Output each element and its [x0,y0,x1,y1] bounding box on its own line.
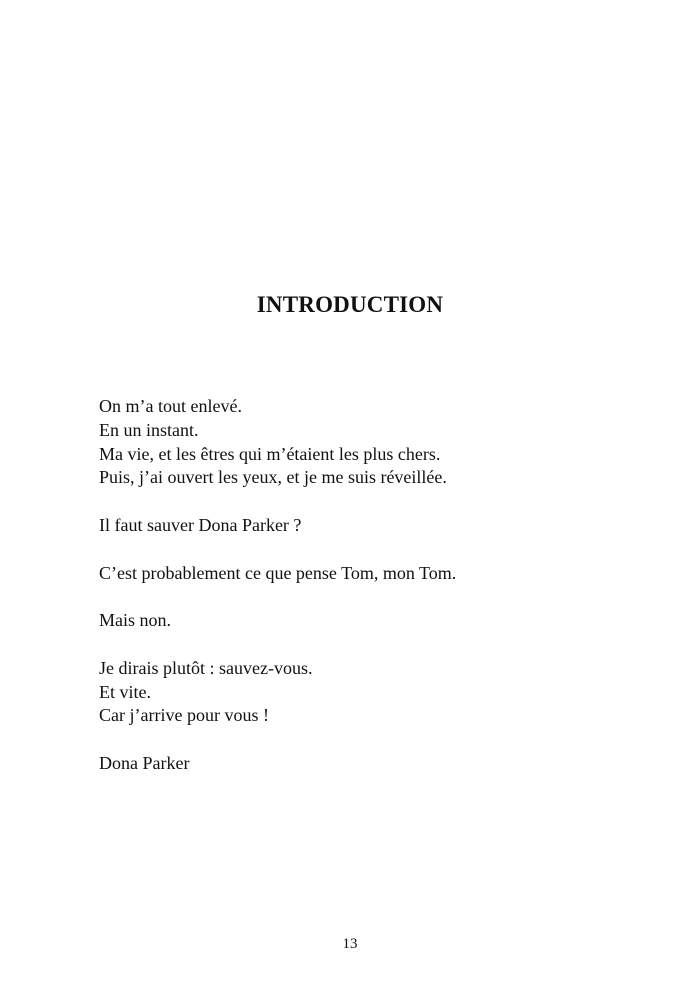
text-line: On m’a tout enlevé. [99,396,242,416]
paragraph-gap [99,728,456,752]
paragraph-gap [99,538,456,562]
paragraph-gap [99,633,456,657]
text-line: C’est probablement ce que pense Tom, mon Tom. [99,562,457,583]
text-line: Car j’arrive pour vous ! [99,705,269,726]
text-line: Ma vie, et les êtres qui m’étaient les plus chers. [99,443,441,464]
paragraph-gap [99,585,456,609]
paragraph-gap [99,490,456,514]
signature [99,752,456,776]
page-number: 13 [342,936,358,952]
paragraph-3 [99,562,456,586]
paragraph-5 [99,657,456,728]
text-line: En un instant. [99,419,199,440]
text-line: Puis, j’ai ouvert les yeux, et je me suis réveillée. [99,467,447,488]
page-title: INTRODUCTION [256,292,444,317]
text-line: Mais non. [99,610,171,631]
introduction-body [99,395,456,776]
paragraph-4 [99,609,456,633]
paragraph-2 [99,514,456,538]
text-line: Et vite. [99,681,151,702]
signature-line: Dona Parker [99,752,190,773]
text-line: Il faut sauver Dona Parker ? [99,514,302,535]
paragraph-1 [99,395,456,490]
text-line: Je dirais plutôt : sauvez-vous. [99,657,313,678]
